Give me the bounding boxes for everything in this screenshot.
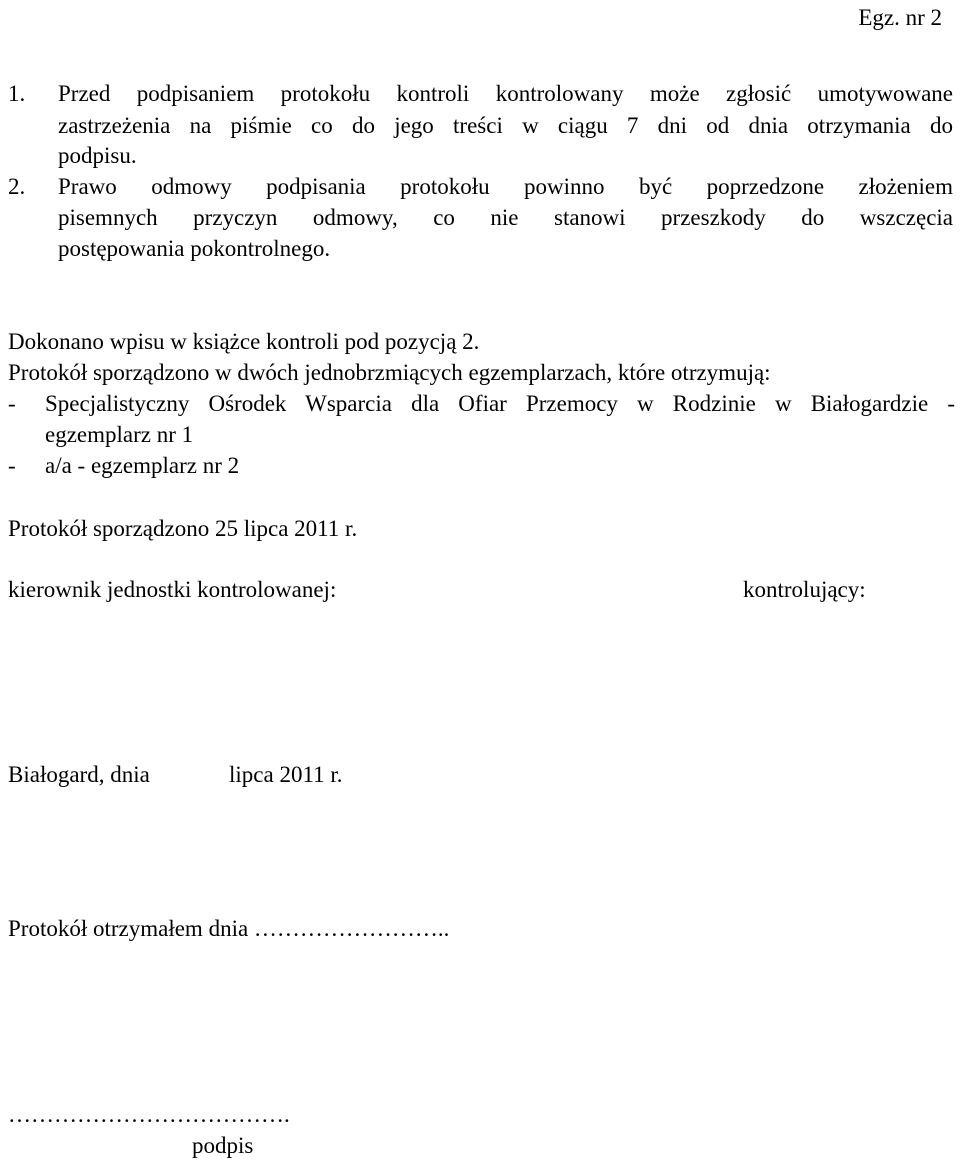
list-item-marker: 1. bbox=[8, 81, 26, 106]
copy-item-1-line-1: Specjalistyczny Ośrodek Wsparcia dla Ofiar Przemocy w Rodzinie w Białogardzie - bbox=[45, 391, 955, 416]
signature-right-label: kontrolujący: bbox=[743, 577, 866, 602]
copy-item-2: a/a - egzemplarz nr 2 bbox=[45, 453, 240, 478]
copy-number: Egz. nr 2 bbox=[858, 5, 942, 30]
signature-dotted-line: ………………………………. bbox=[8, 1102, 290, 1127]
place-date-value: lipca 2011 r. bbox=[229, 762, 343, 787]
copy-dash: - bbox=[8, 391, 16, 416]
received-line: Protokół otrzymałem dnia …………………….. bbox=[8, 916, 450, 941]
copies-intro: Protokół sporządzono w dwóch jednobrzmiących egzemplarzach, które otrzymują: bbox=[8, 360, 771, 385]
list-item-1-line-1: Przed podpisaniem protokołu kontroli kontrolowany może zgłosić umotywowane bbox=[58, 81, 953, 106]
place-label: Białogard, dnia bbox=[8, 762, 150, 787]
entry-note: Dokonano wpisu w książce kontroli pod pozycją 2. bbox=[8, 329, 480, 354]
protocol-date: Protokół sporządzono 25 lipca 2011 r. bbox=[8, 516, 358, 541]
copy-dash: - bbox=[8, 453, 16, 478]
signature-left-label: kierownik jednostki kontrolowanej: bbox=[8, 577, 337, 602]
signature-caption: podpis bbox=[192, 1133, 254, 1158]
list-item-2-line-2: pisemnych przyczyn odmowy, co nie stanowi przeszkody do wszczęcia bbox=[58, 205, 953, 230]
list-item-2-line-1: Prawo odmowy podpisania protokołu powinno być poprzedzone złożeniem bbox=[58, 174, 953, 199]
copy-item-1-line-2: egzemplarz nr 1 bbox=[45, 422, 194, 447]
list-item-1-line-2: zastrzeżenia na piśmie co do jego treści w ciągu 7 dni od dnia otrzymania do bbox=[58, 113, 953, 138]
list-item-marker: 2. bbox=[8, 174, 26, 199]
list-item-1-line-3: podpisu. bbox=[58, 143, 137, 168]
list-item-2-line-3: postępowania pokontrolnego. bbox=[58, 236, 331, 261]
